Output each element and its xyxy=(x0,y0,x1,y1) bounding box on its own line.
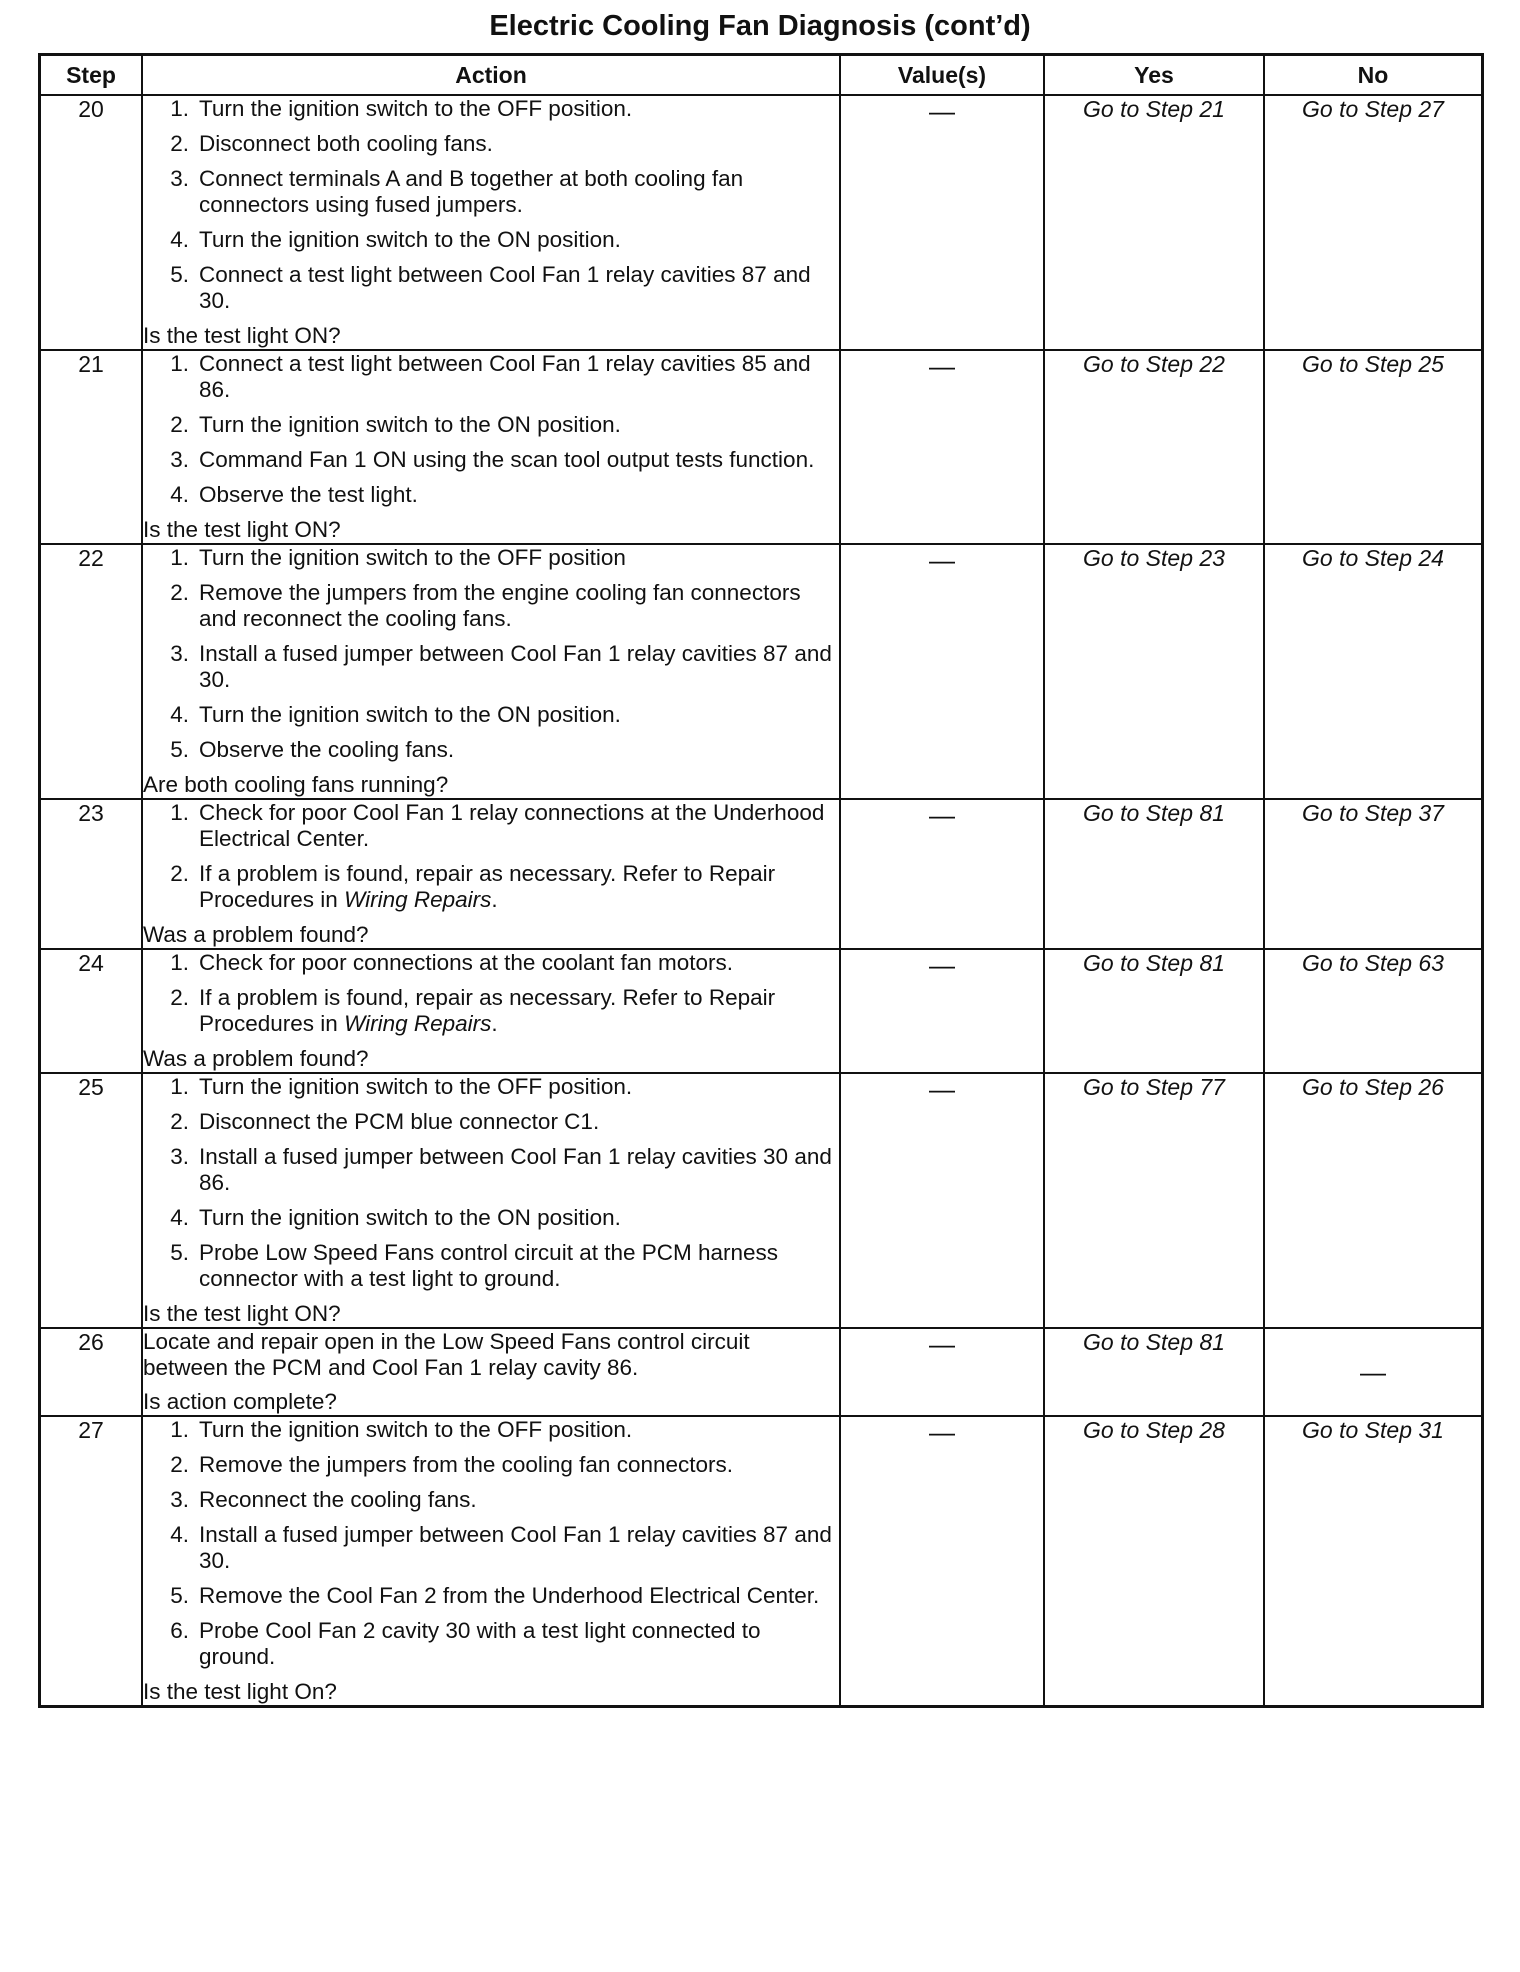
action-step-number: 1. xyxy=(170,800,189,825)
table-header-row xyxy=(40,55,1483,96)
table-row xyxy=(40,949,1483,1073)
action-step-number: 4. xyxy=(170,227,189,252)
yes-cell: Go to Step 22 xyxy=(1044,350,1264,544)
action-step-text: Turn the ignition switch to the ON position. xyxy=(199,227,621,252)
action-step xyxy=(143,1487,839,1513)
action-step-text: Turn the ignition switch to the ON position. xyxy=(199,1205,621,1230)
reference-title: Wiring Repairs xyxy=(344,887,492,912)
action-step xyxy=(143,96,839,122)
action-steps-list xyxy=(143,950,839,1037)
action-step-number: 5. xyxy=(170,737,189,762)
action-question: Are both cooling fans running? xyxy=(143,772,449,797)
action-cell xyxy=(142,949,840,1073)
action-step-text: Connect a test light between Cool Fan 1 relay cavities 85 and 86. xyxy=(199,351,811,402)
yes-cell: Go to Step 81 xyxy=(1044,799,1264,949)
action-steps-list xyxy=(143,545,839,763)
action-step-text: Probe Cool Fan 2 cavity 30 with a test light connected to ground. xyxy=(199,1618,761,1669)
action-question: Is the test light ON? xyxy=(143,517,341,542)
step-number: 26 xyxy=(40,1328,143,1416)
yes-cell: Go to Step 81 xyxy=(1044,1328,1264,1416)
action-paragraph: Locate and repair open in the Low Speed Fans control circuit between the PCM and Cool Fan 1 relay cavity 86. xyxy=(143,1329,750,1380)
action-cell xyxy=(142,544,840,799)
action-step xyxy=(143,412,839,438)
action-step-number: 1. xyxy=(170,351,189,376)
action-cell xyxy=(142,799,840,949)
action-step xyxy=(143,1109,839,1135)
step-number: 20 xyxy=(40,95,143,350)
action-step xyxy=(143,351,839,403)
table-row xyxy=(40,1416,1483,1707)
action-step xyxy=(143,1240,839,1292)
action-step xyxy=(143,861,839,913)
step-number: 27 xyxy=(40,1416,143,1707)
action-question: Is the test light On? xyxy=(143,1679,337,1704)
value-cell: — xyxy=(840,799,1044,949)
action-steps-list xyxy=(143,800,839,913)
action-step xyxy=(143,1144,839,1196)
header-values: Value(s) xyxy=(840,55,1044,96)
action-step-text: Reconnect the cooling fans. xyxy=(199,1487,477,1512)
no-cell: Go to Step 26 xyxy=(1264,1073,1483,1328)
action-step-text: Install a fused jumper between Cool Fan 1 relay cavities 30 and 86. xyxy=(199,1144,832,1195)
action-step-number: 4. xyxy=(170,482,189,507)
action-step-text: Connect a test light between Cool Fan 1 relay cavities 87 and 30. xyxy=(199,262,811,313)
step-number: 22 xyxy=(40,544,143,799)
action-step-number: 2. xyxy=(170,1109,189,1134)
action-step-number: 3. xyxy=(170,1487,189,1512)
action-step-text: Turn the ignition switch to the ON position. xyxy=(199,702,621,727)
value-cell: — xyxy=(840,949,1044,1073)
step-number: 23 xyxy=(40,799,143,949)
action-question: Is the test light ON? xyxy=(143,1301,341,1326)
table-row xyxy=(40,95,1483,350)
action-step-number: 3. xyxy=(170,641,189,666)
action-step-number: 1. xyxy=(170,1074,189,1099)
action-step xyxy=(143,1522,839,1574)
action-step-number: 2. xyxy=(170,985,189,1010)
action-cell xyxy=(142,1073,840,1328)
action-step-text: Turn the ignition switch to the OFF position. xyxy=(199,96,633,121)
action-step xyxy=(143,641,839,693)
action-steps-list xyxy=(143,1074,839,1292)
action-step-text: Observe the cooling fans. xyxy=(199,737,455,762)
action-step-number: 1. xyxy=(170,545,189,570)
action-step-number: 2. xyxy=(170,131,189,156)
action-step-text: Check for poor connections at the coolant fan motors. xyxy=(199,950,734,975)
yes-cell: Go to Step 77 xyxy=(1044,1073,1264,1328)
action-step-number: 2. xyxy=(170,1452,189,1477)
action-cell xyxy=(142,1416,840,1707)
page-title: Electric Cooling Fan Diagnosis (cont’d) xyxy=(489,10,1031,42)
value-cell: — xyxy=(840,1416,1044,1707)
step-number: 24 xyxy=(40,949,143,1073)
no-cell: Go to Step 25 xyxy=(1264,350,1483,544)
action-step xyxy=(143,950,839,976)
action-steps-list xyxy=(143,1417,839,1670)
action-step-number: 2. xyxy=(170,580,189,605)
action-step-text: Install a fused jumper between Cool Fan 1 relay cavities 87 and 30. xyxy=(199,1522,832,1573)
header-yes: Yes xyxy=(1044,55,1264,96)
table-row xyxy=(40,1328,1483,1416)
table-body xyxy=(40,95,1483,1707)
no-cell: Go to Step 24 xyxy=(1264,544,1483,799)
action-step-number: 4. xyxy=(170,702,189,727)
action-step xyxy=(143,1205,839,1231)
table-row xyxy=(40,350,1483,544)
table-row xyxy=(40,544,1483,799)
action-step-text: Observe the test light. xyxy=(199,482,418,507)
action-step-text: If a problem is found, repair as necessary. Refer to Repair Procedures in Wiring Repairs. xyxy=(199,985,776,1036)
yes-cell: Go to Step 23 xyxy=(1044,544,1264,799)
step-number: 21 xyxy=(40,350,143,544)
action-step-text: Remove the jumpers from the cooling fan connectors. xyxy=(199,1452,734,1477)
no-cell: Go to Step 63 xyxy=(1264,949,1483,1073)
action-step xyxy=(143,1583,839,1609)
action-step-number: 5. xyxy=(170,1240,189,1265)
no-cell: Go to Step 27 xyxy=(1264,95,1483,350)
action-step xyxy=(143,985,839,1037)
action-step xyxy=(143,166,839,218)
action-step xyxy=(143,262,839,314)
action-question: Was a problem found? xyxy=(143,922,369,947)
action-step-text: Disconnect both cooling fans. xyxy=(199,131,493,156)
action-question: Is the test light ON? xyxy=(143,323,341,348)
action-step-number: 4. xyxy=(170,1205,189,1230)
yes-cell: Go to Step 81 xyxy=(1044,949,1264,1073)
no-cell: Go to Step 37 xyxy=(1264,799,1483,949)
yes-cell: Go to Step 28 xyxy=(1044,1416,1264,1707)
reference-title: Wiring Repairs xyxy=(344,1011,492,1036)
action-step xyxy=(143,1618,839,1670)
no-cell: — xyxy=(1264,1328,1483,1416)
action-step-text: Turn the ignition switch to the OFF position. xyxy=(199,1417,633,1442)
action-step xyxy=(143,580,839,632)
action-step xyxy=(143,482,839,508)
action-step-text: Turn the ignition switch to the ON position. xyxy=(199,412,621,437)
action-step-number: 3. xyxy=(170,1144,189,1169)
action-step-number: 6. xyxy=(170,1618,189,1643)
action-step-number: 3. xyxy=(170,166,189,191)
action-step-number: 4. xyxy=(170,1522,189,1547)
action-step-text: Connect terminals A and B together at both cooling fan connectors using fused jumpers. xyxy=(199,166,744,217)
action-step xyxy=(143,702,839,728)
action-step-number: 3. xyxy=(170,447,189,472)
action-step-text: Remove the jumpers from the engine cooling fan connectors and reconnect the cooling fans. xyxy=(199,580,801,631)
action-step-text: Turn the ignition switch to the OFF position. xyxy=(199,1074,633,1099)
action-step-text: Disconnect the PCM blue connector C1. xyxy=(199,1109,600,1134)
action-question: Was a problem found? xyxy=(143,1046,369,1071)
action-step-number: 1. xyxy=(170,96,189,121)
action-step xyxy=(143,131,839,157)
action-step-text: Turn the ignition switch to the OFF position xyxy=(199,545,626,570)
action-step-number: 1. xyxy=(170,950,189,975)
table-row xyxy=(40,1073,1483,1328)
action-cell xyxy=(142,95,840,350)
value-cell: — xyxy=(840,1073,1044,1328)
action-step-text: Command Fan 1 ON using the scan tool output tests function. xyxy=(199,447,815,472)
action-step-text: Install a fused jumper between Cool Fan 1 relay cavities 87 and 30. xyxy=(199,641,832,692)
action-step xyxy=(143,800,839,852)
action-step-text: Check for poor Cool Fan 1 relay connections at the Underhood Electrical Center. xyxy=(199,800,825,851)
value-cell: — xyxy=(840,95,1044,350)
action-steps-list xyxy=(143,96,839,314)
action-step xyxy=(143,447,839,473)
action-question: Is action complete? xyxy=(143,1389,337,1414)
action-step-text: Probe Low Speed Fans control circuit at the PCM harness connector with a test light to ground. xyxy=(199,1240,779,1291)
header-no: No xyxy=(1264,55,1483,96)
diagnosis-table xyxy=(38,53,1484,1708)
yes-cell: Go to Step 21 xyxy=(1044,95,1264,350)
action-step xyxy=(143,1452,839,1478)
action-steps-list xyxy=(143,351,839,508)
action-step xyxy=(143,737,839,763)
action-step-text: Remove the Cool Fan 2 from the Underhood Electrical Center. xyxy=(199,1583,820,1608)
action-step-number: 5. xyxy=(170,262,189,287)
no-cell: Go to Step 31 xyxy=(1264,1416,1483,1707)
header-action: Action xyxy=(142,55,840,96)
header-step: Step xyxy=(40,55,143,96)
action-step xyxy=(143,545,839,571)
action-step-number: 2. xyxy=(170,412,189,437)
value-cell: — xyxy=(840,350,1044,544)
action-cell xyxy=(142,350,840,544)
action-cell xyxy=(142,1328,840,1416)
action-step xyxy=(143,1417,839,1443)
action-step xyxy=(143,1074,839,1100)
value-cell: — xyxy=(840,544,1044,799)
action-step-number: 1. xyxy=(170,1417,189,1442)
action-step-text: If a problem is found, repair as necessary. Refer to Repair Procedures in Wiring Repairs. xyxy=(199,861,776,912)
value-cell: — xyxy=(840,1328,1044,1416)
action-step-number: 5. xyxy=(170,1583,189,1608)
table-row xyxy=(40,799,1483,949)
action-step xyxy=(143,227,839,253)
action-step-number: 2. xyxy=(170,861,189,886)
step-number: 25 xyxy=(40,1073,143,1328)
